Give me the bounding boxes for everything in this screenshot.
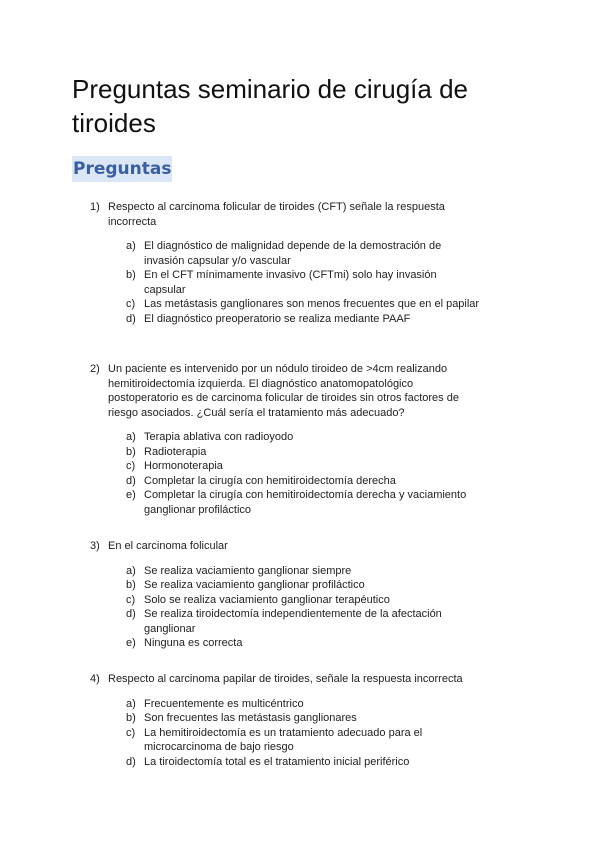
- page-title: Preguntas seminario de cirugía de tiroides: [72, 74, 469, 138]
- option-letter: d): [126, 608, 136, 620]
- option-letter: e): [126, 489, 136, 501]
- question-stem: Respecto al carcinoma papilar de tiroides, señale la respuesta incorrecta: [108, 673, 463, 685]
- option-item: [126, 474, 480, 489]
- question-2: [90, 362, 480, 517]
- option-letter: a): [126, 564, 136, 577]
- option-letter: c): [126, 726, 136, 739]
- option-letter: c): [126, 460, 136, 472]
- option-text: Hormonoterapia: [144, 460, 223, 472]
- option-text: Completar la cirugía con hemitiroidectomía derecha y vaciamiento ganglionar profiláctico: [144, 489, 467, 516]
- option-item: [126, 636, 480, 651]
- option-letter: b): [126, 269, 136, 281]
- option-item: [126, 488, 480, 517]
- options-list: [126, 697, 480, 770]
- option-letter: d): [126, 312, 136, 325]
- option-letter: d): [126, 474, 136, 487]
- question-number: 2): [90, 363, 100, 375]
- question-number: 4): [90, 673, 100, 685]
- option-item: [126, 755, 480, 770]
- question-stem: Respecto al carcinoma folicular de tiroides (CFT) señale la respuesta incorrecta: [108, 201, 445, 228]
- option-letter: a): [126, 431, 136, 443]
- option-item: [126, 445, 480, 460]
- question-3: [90, 539, 480, 651]
- option-item: [126, 430, 480, 445]
- question-stem: Un paciente es intervenido por un nódulo tiroideo de >4cm realizando hemitiroidectomía izquierda. El diagnóstico anatomopatológico postoperatorio es de carcinoma folicular de tiroides sin otros factores de riesgo asociados. ¿Cuál sería el tratamiento más adecuado?: [108, 363, 459, 419]
- option-item: [126, 297, 480, 312]
- option-letter: a): [126, 697, 136, 710]
- question-stem: En el carcinoma folicular: [108, 540, 228, 552]
- option-text: Ninguna es correcta: [144, 637, 243, 649]
- option-letter: a): [126, 240, 136, 252]
- option-text: Las metástasis ganglionares son menos frecuentes que en el papilar: [144, 298, 480, 310]
- option-item: [126, 564, 480, 579]
- option-text: Solo se realiza vaciamiento ganglionar terapéutico: [144, 593, 390, 606]
- option-item: [126, 268, 480, 297]
- option-text: Frecuentemente es multicéntrico: [144, 697, 304, 710]
- option-letter: e): [126, 637, 136, 649]
- option-text: La tiroidectomía total es el tratamiento inicial periférico: [144, 755, 410, 768]
- option-text: Terapia ablativa con radioyodo: [144, 431, 294, 443]
- option-letter: b): [126, 445, 136, 458]
- option-letter: c): [126, 593, 136, 606]
- option-item: [126, 726, 480, 755]
- question-4: [90, 672, 480, 769]
- option-text: Completar la cirugía con hemitiroidectomía derecha: [144, 474, 396, 487]
- option-text: Radioterapia: [144, 445, 207, 458]
- option-item: [126, 697, 480, 712]
- option-text: El diagnóstico preoperatorio se realiza mediante PAAF: [144, 312, 411, 325]
- option-letter: d): [126, 755, 136, 768]
- option-item: [126, 593, 480, 608]
- section-heading: Preguntas: [72, 156, 172, 182]
- option-text: Se realiza vaciamiento ganglionar profiláctico: [144, 579, 365, 591]
- option-item: [126, 239, 480, 268]
- option-text: Se realiza vaciamiento ganglionar siempre: [144, 564, 352, 577]
- options-list: [126, 239, 480, 326]
- option-letter: b): [126, 579, 136, 591]
- option-letter: b): [126, 712, 136, 724]
- option-text: Son frecuentes las metástasis ganglionares: [144, 712, 357, 724]
- options-list: [126, 430, 480, 517]
- question-number: 1): [90, 201, 100, 213]
- option-letter: c): [126, 298, 136, 310]
- question-1: [90, 200, 480, 326]
- option-text: La hemitiroidectomía es un tratamiento adecuado para el microcarcinoma de bajo riesgo: [144, 726, 423, 753]
- option-item: [126, 711, 480, 726]
- option-item: [126, 459, 480, 474]
- question-number: 3): [90, 540, 100, 552]
- option-text: El diagnóstico de malignidad depende de la demostración de invasión capsular y/o vascular: [144, 240, 442, 267]
- option-item: [126, 578, 480, 593]
- option-item: [126, 312, 480, 327]
- option-item: [126, 607, 480, 636]
- option-text: Se realiza tiroidectomía independientemente de la afectación ganglionar: [144, 608, 442, 635]
- options-list: [126, 564, 480, 651]
- option-text: En el CFT mínimamente invasivo (CFTmi) solo hay invasión capsular: [144, 269, 437, 296]
